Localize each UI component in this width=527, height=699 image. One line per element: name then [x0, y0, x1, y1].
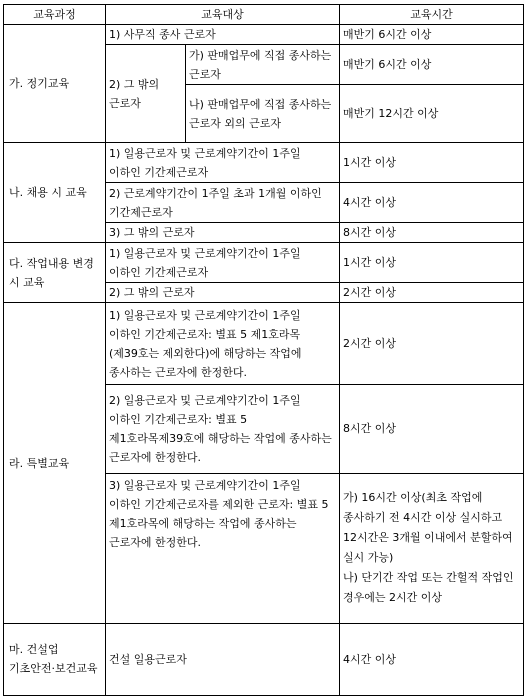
header-row — [4, 5, 524, 25]
change-time-1: 1시간 이상 — [340, 243, 524, 283]
table-row — [4, 143, 524, 183]
construction-target: 건설 일용근로자 — [106, 623, 340, 695]
header-target: 교육대상 — [106, 5, 340, 25]
hire-target-2: 2) 근로계약기간이 1주일 초과 1개월 이하인 기간제근로자 — [106, 183, 340, 223]
course-special: 라. 특별교육 — [4, 303, 106, 623]
special-target-1: 1) 일용근로자 및 근로계약기간이 1주일 이하인 기간제근로자: 별표 5 제1호라목(제39호는 제외한다)에 해당하는 작업에 종사하는 근로자에 한정한다. — [106, 303, 340, 385]
hire-target-1: 1) 일용근로자 및 근로계약기간이 1주일 이하인 기간제근로자 — [106, 143, 340, 183]
course-hire: 나. 채용 시 교육 — [4, 143, 106, 243]
hire-time-2: 4시간 이상 — [340, 183, 524, 223]
table-row — [4, 303, 524, 385]
time-non-sales-workers: 매반기 12시간 이상 — [340, 85, 524, 143]
target-other-workers: 2) 그 밖의 근로자 — [106, 45, 186, 143]
change-time-2: 2시간 이상 — [340, 283, 524, 303]
construction-time: 4시간 이상 — [340, 623, 524, 695]
time-office-workers: 매반기 6시간 이상 — [340, 25, 524, 45]
hire-time-3: 8시간 이상 — [340, 223, 524, 243]
education-hours-table — [3, 4, 524, 696]
target-office-workers: 1) 사무직 종사 근로자 — [106, 25, 340, 45]
special-target-3: 3) 일용근로자 및 근로계약기간이 1주일 이하인 기간제근로자를 제외한 근로자: 별표 5 제1호라목에 해당하는 작업에 종사하는 근로자에 한정한다. — [106, 473, 340, 623]
table-row — [4, 243, 524, 283]
target-non-sales-workers: 나) 판매업무에 직접 종사하는 근로자 외의 근로자 — [186, 85, 340, 143]
hire-time-1: 1시간 이상 — [340, 143, 524, 183]
change-target-1: 1) 일용근로자 및 근로계약기간이 1주일 이하인 기간제근로자 — [106, 243, 340, 283]
target-sales-workers: 가) 판매업무에 직접 종사하는 근로자 — [186, 45, 340, 85]
special-target-2: 2) 일용근로자 및 근로계약기간이 1주일 이하인 기간제근로자: 별표 5 제1호라목제39호에 해당하는 작업에 종사하는 근로자에 한정한다. — [106, 385, 340, 473]
change-target-2: 2) 그 밖의 근로자 — [106, 283, 340, 303]
header-time: 교육시간 — [340, 5, 524, 25]
table-row — [4, 623, 524, 695]
special-time-2: 8시간 이상 — [340, 385, 524, 473]
hire-target-3: 3) 그 밖의 근로자 — [106, 223, 340, 243]
special-time-3b: 나) 단기간 작업 또는 간헐적 작업인 경우에는 2시간 이상 — [343, 571, 514, 605]
time-sales-workers: 매반기 6시간 이상 — [340, 45, 524, 85]
special-time-3 — [340, 473, 524, 623]
course-construction: 마. 건설업 기초안전·보건교육 — [4, 623, 106, 695]
table-row — [4, 25, 524, 45]
course-change: 다. 작업내용 변경 시 교육 — [4, 243, 106, 303]
header-course: 교육과정 — [4, 5, 106, 25]
special-time-3a: 가) 16시간 이상(최초 작업에 종사하기 전 4시간 이상 실시하고 12시간은 3개월 이내에서 분할하여 실시 가능) — [343, 491, 513, 565]
course-regular: 가. 정기교육 — [4, 25, 106, 143]
special-time-1: 2시간 이상 — [340, 303, 524, 385]
